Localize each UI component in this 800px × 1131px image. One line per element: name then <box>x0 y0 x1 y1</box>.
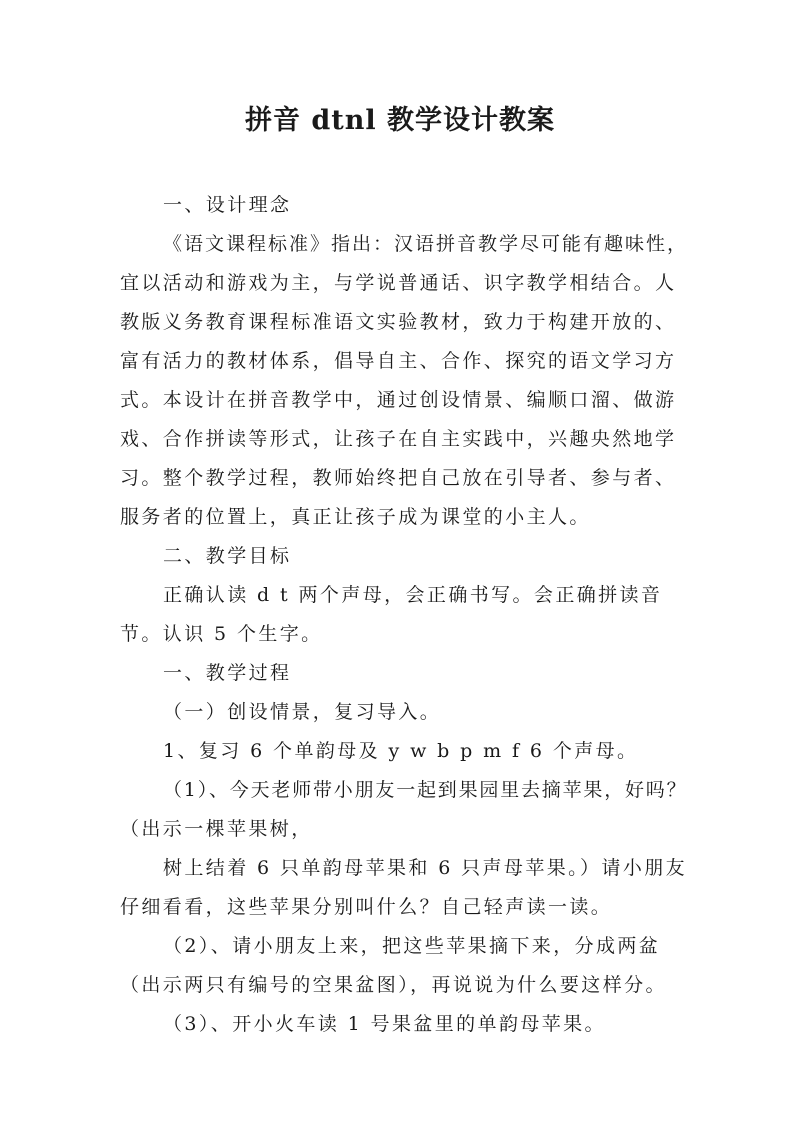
paragraph-line: 戏、合作拼读等形式，让孩子在自主实践中，兴趣央然地学 <box>120 428 677 450</box>
paragraph-line: 富有活力的教材体系，倡导自主、合作、探究的语文学习方 <box>120 350 677 372</box>
paragraph-line: 正确认读 d t 两个声母，会正确书写。会正确拼读音 <box>163 584 663 606</box>
subsection-heading: （一）创设情景，复习导入。 <box>163 701 442 723</box>
section-heading-teaching-goals: 二、教学目标 <box>163 545 292 567</box>
paragraph-line: 《语文课程标准》指出：汉语拼音教学尽可能有趣味性， <box>163 233 689 255</box>
section-heading-design-concept: 一、设计理念 <box>163 194 292 216</box>
paragraph-line: 宜以活动和游戏为主，与学说普通话、识字教学相结合。人 <box>120 272 677 294</box>
paragraph-line: 仔细看看，这些苹果分别叫什么？自己轻声读一读。 <box>120 896 613 918</box>
paragraph-line: 树上结着 6 只单韵母苹果和 6 只声母苹果。）请小朋友 <box>163 857 688 879</box>
paragraph-line: （出示两只有编号的空果盆图），再说说为什么要这样分。 <box>120 974 667 996</box>
paragraph-line: （2）、请小朋友上来，把这些苹果摘下来，分成两盆 <box>163 935 661 957</box>
paragraph-line: 1、复习 6 个单韵母及 y w b p m f 6 个声母。 <box>163 740 639 762</box>
paragraph-line: （3）、开小火车读 1 号果盆里的单韵母苹果。 <box>163 1013 606 1035</box>
paragraph-line: 教版义务教育课程标准语文实验教材，致力于构建开放的、 <box>120 311 677 333</box>
paragraph-line: 习。整个教学过程，教师始终把自己放在引导者、参与者、 <box>120 467 677 489</box>
paragraph-line: （1）、今天老师带小朋友一起到果园里去摘苹果，好吗？ <box>163 779 688 801</box>
paragraph-line: 式。本设计在拼音教学中，通过创设情景、编顺口溜、做游 <box>120 389 677 411</box>
paragraph-line: （出示一棵苹果树， <box>120 818 313 840</box>
paragraph-line: 服务者的位置上，真正让孩子成为课堂的小主人。 <box>120 506 591 528</box>
document-title: 拼音 dtnl 教学设计教案 <box>244 105 556 136</box>
paragraph-line: 节。认识 5 个生字。 <box>120 623 323 645</box>
section-heading-teaching-process: 一、教学过程 <box>163 662 292 684</box>
